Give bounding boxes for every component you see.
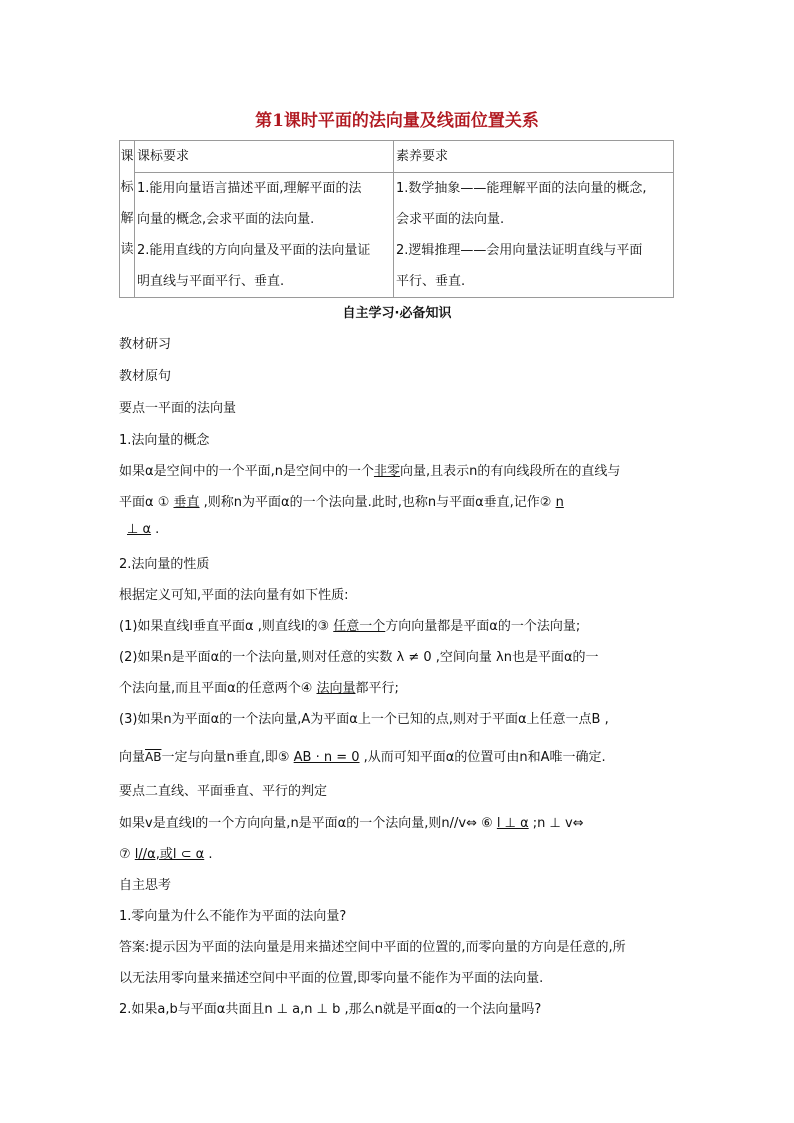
blank-answer: 垂直 bbox=[173, 495, 200, 510]
blank-answer: ⊥ α bbox=[127, 522, 152, 537]
table-side-label: 课 标 解 读 bbox=[120, 141, 135, 298]
paragraph-line: 平面α ① 垂直 ,则称n为平面α的一个法向量.此时,也称n与平面α垂直,记作② n bbox=[119, 495, 564, 510]
blank-answer: n bbox=[555, 495, 564, 510]
paragraph-line: (1)如果直线l垂直平面α ,则直线l的③ 任意一个方向向量都是平面α的一个法向量; bbox=[119, 619, 581, 634]
table-cell-standard: 1.能用向量语言描述平面,理解平面的法 向量的概念,会求平面的法向量. 2.能用直线的方向向量及平面的法向量证 明直线与平面平行、垂直. bbox=[135, 173, 394, 298]
blank-answer: l ⊥ α bbox=[496, 816, 529, 831]
paragraph-line: 个法向量,而且平面α的任意两个④ 法向量都平行; bbox=[119, 681, 399, 696]
requirements-table bbox=[119, 140, 674, 298]
properties-heading: 2.法向量的性质 bbox=[119, 557, 210, 572]
paragraph-line: ⑦ l//α,或l ⊂ α . bbox=[119, 847, 213, 862]
self-thinking-heading: 自主思考 bbox=[119, 878, 172, 893]
blank-answer: l//α,或l ⊂ α bbox=[134, 847, 205, 862]
table-header-standard: 课标要求 bbox=[135, 141, 394, 173]
paragraph-line: 向量$\overline{AB}$一定与向量n垂直,即⑤ AB · n = 0 ,从而可知平面α的位置可由n和A唯一确定. bbox=[119, 750, 606, 765]
heading-textbook-study: 教材研习 bbox=[119, 337, 172, 352]
section-heading: 自主学习·必备知识 bbox=[342, 306, 452, 321]
table-header-literacy: 素养要求 bbox=[394, 141, 674, 173]
answer-1-line: 以无法用零向量来描述空间中平面的位置,即零向量不能作为平面的法向量. bbox=[119, 971, 544, 986]
blank-answer: 法向量 bbox=[316, 681, 356, 696]
blank-answer: AB · n = 0 bbox=[293, 750, 360, 765]
heading-textbook-sentence: 教材原句 bbox=[119, 369, 172, 384]
point-two-heading: 要点二直线、平面垂直、平行的判定 bbox=[119, 784, 328, 799]
blank-answer: 任意一个 bbox=[333, 619, 386, 634]
answer-1-line: 答案:提示因为平面的法向量是用来描述空间中平面的位置的,而零向量的方向是任意的,所 bbox=[119, 940, 626, 955]
paragraph-line: 根据定义可知,平面的法向量有如下性质: bbox=[119, 588, 349, 603]
question-2: 2.如果a,b与平面α共面且n ⊥ a,n ⊥ b ,那么n就是平面α的一个法向量吗? bbox=[119, 1002, 542, 1017]
paragraph-line: (3)如果n为平面α的一个法向量,A为平面α上一个已知的点,则对于平面α上任意一点B , bbox=[119, 712, 609, 727]
question-1: 1.零向量为什么不能作为平面的法向量? bbox=[119, 909, 347, 924]
paragraph-line: (2)如果n是平面α的一个法向量,则对任意的实数 λ ≠ 0 ,空间向量 λn也是平面α的一 bbox=[119, 650, 599, 665]
blank-answer: 非零 bbox=[373, 464, 400, 479]
paragraph-line: 如果v是直线l的一个方向向量,n是平面α的一个法向量,则n//v⇔ ⑥ l ⊥ α ;n ⊥ v⇔ bbox=[119, 816, 584, 831]
concept-heading: 1.法向量的概念 bbox=[119, 433, 210, 448]
paragraph-line: 如果α是空间中的一个平面,n是空间中的一个非零向量,且表示n的有向线段所在的直线与 bbox=[119, 464, 621, 479]
point-one-heading: 要点一平面的法向量 bbox=[119, 401, 237, 416]
page-title: 第1课时平面的法向量及线面位置关系 bbox=[255, 111, 539, 131]
table-cell-literacy: 1.数学抽象——能理解平面的法向量的概念, 会求平面的法向量. 2.逻辑推理——会用向量法证明直线与平面 平行、垂直. bbox=[394, 173, 674, 298]
paragraph-line: ⊥ α . bbox=[127, 522, 160, 537]
vector-ab: $\overline{AB}$ bbox=[145, 750, 162, 764]
